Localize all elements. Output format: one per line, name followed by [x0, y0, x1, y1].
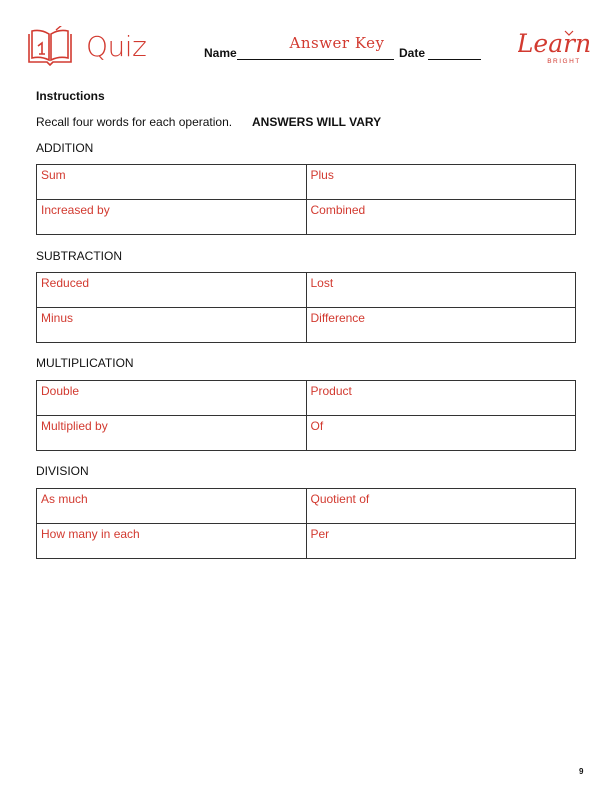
section-title-multiplication: MULTIPLICATION — [36, 356, 134, 370]
date-label: Date — [399, 46, 426, 60]
name-value: Answer Key — [289, 34, 385, 52]
answer-cell: Per — [306, 524, 576, 559]
division-table — [36, 488, 576, 559]
brand-sub: BRIGHT — [547, 58, 581, 65]
multiplication-table — [36, 380, 576, 451]
subtraction-table — [36, 272, 576, 343]
addition-table — [36, 164, 576, 235]
answer-cell: Sum — [37, 165, 307, 200]
quiz-title: Quiz — [86, 30, 147, 63]
answer-cell: Plus — [306, 165, 576, 200]
instructions-heading: Instructions — [36, 89, 105, 103]
instructions-text: Recall four words for each operation. — [36, 115, 233, 129]
answers-note: ANSWERS WILL VARY — [252, 115, 382, 129]
page-number: 9 — [579, 767, 584, 776]
date-line — [428, 59, 481, 60]
answer-cell: Multiplied by — [37, 416, 307, 451]
answer-cell: Increased by — [37, 200, 307, 235]
answer-cell: Quotient of — [306, 489, 576, 524]
brand-logo — [518, 28, 592, 73]
answer-cell: Combined — [306, 200, 576, 235]
answer-cell: Minus — [37, 308, 307, 343]
answer-cell: As much — [37, 489, 307, 524]
name-line — [237, 59, 394, 60]
answer-cell: Double — [37, 381, 307, 416]
answer-cell: How many in each — [37, 524, 307, 559]
section-title-subtraction: SUBTRACTION — [36, 249, 123, 263]
answer-cell: Product — [306, 381, 576, 416]
answer-cell: Difference — [306, 308, 576, 343]
answer-cell: Lost — [306, 273, 576, 308]
answer-cell: Reduced — [37, 273, 307, 308]
book-icon — [25, 26, 75, 73]
name-label: Name — [204, 46, 237, 60]
section-title-division: DIVISION — [36, 464, 89, 478]
answer-cell: Of — [306, 416, 576, 451]
section-title-addition: ADDITION — [36, 141, 94, 155]
brand-name: Learn — [518, 29, 592, 58]
